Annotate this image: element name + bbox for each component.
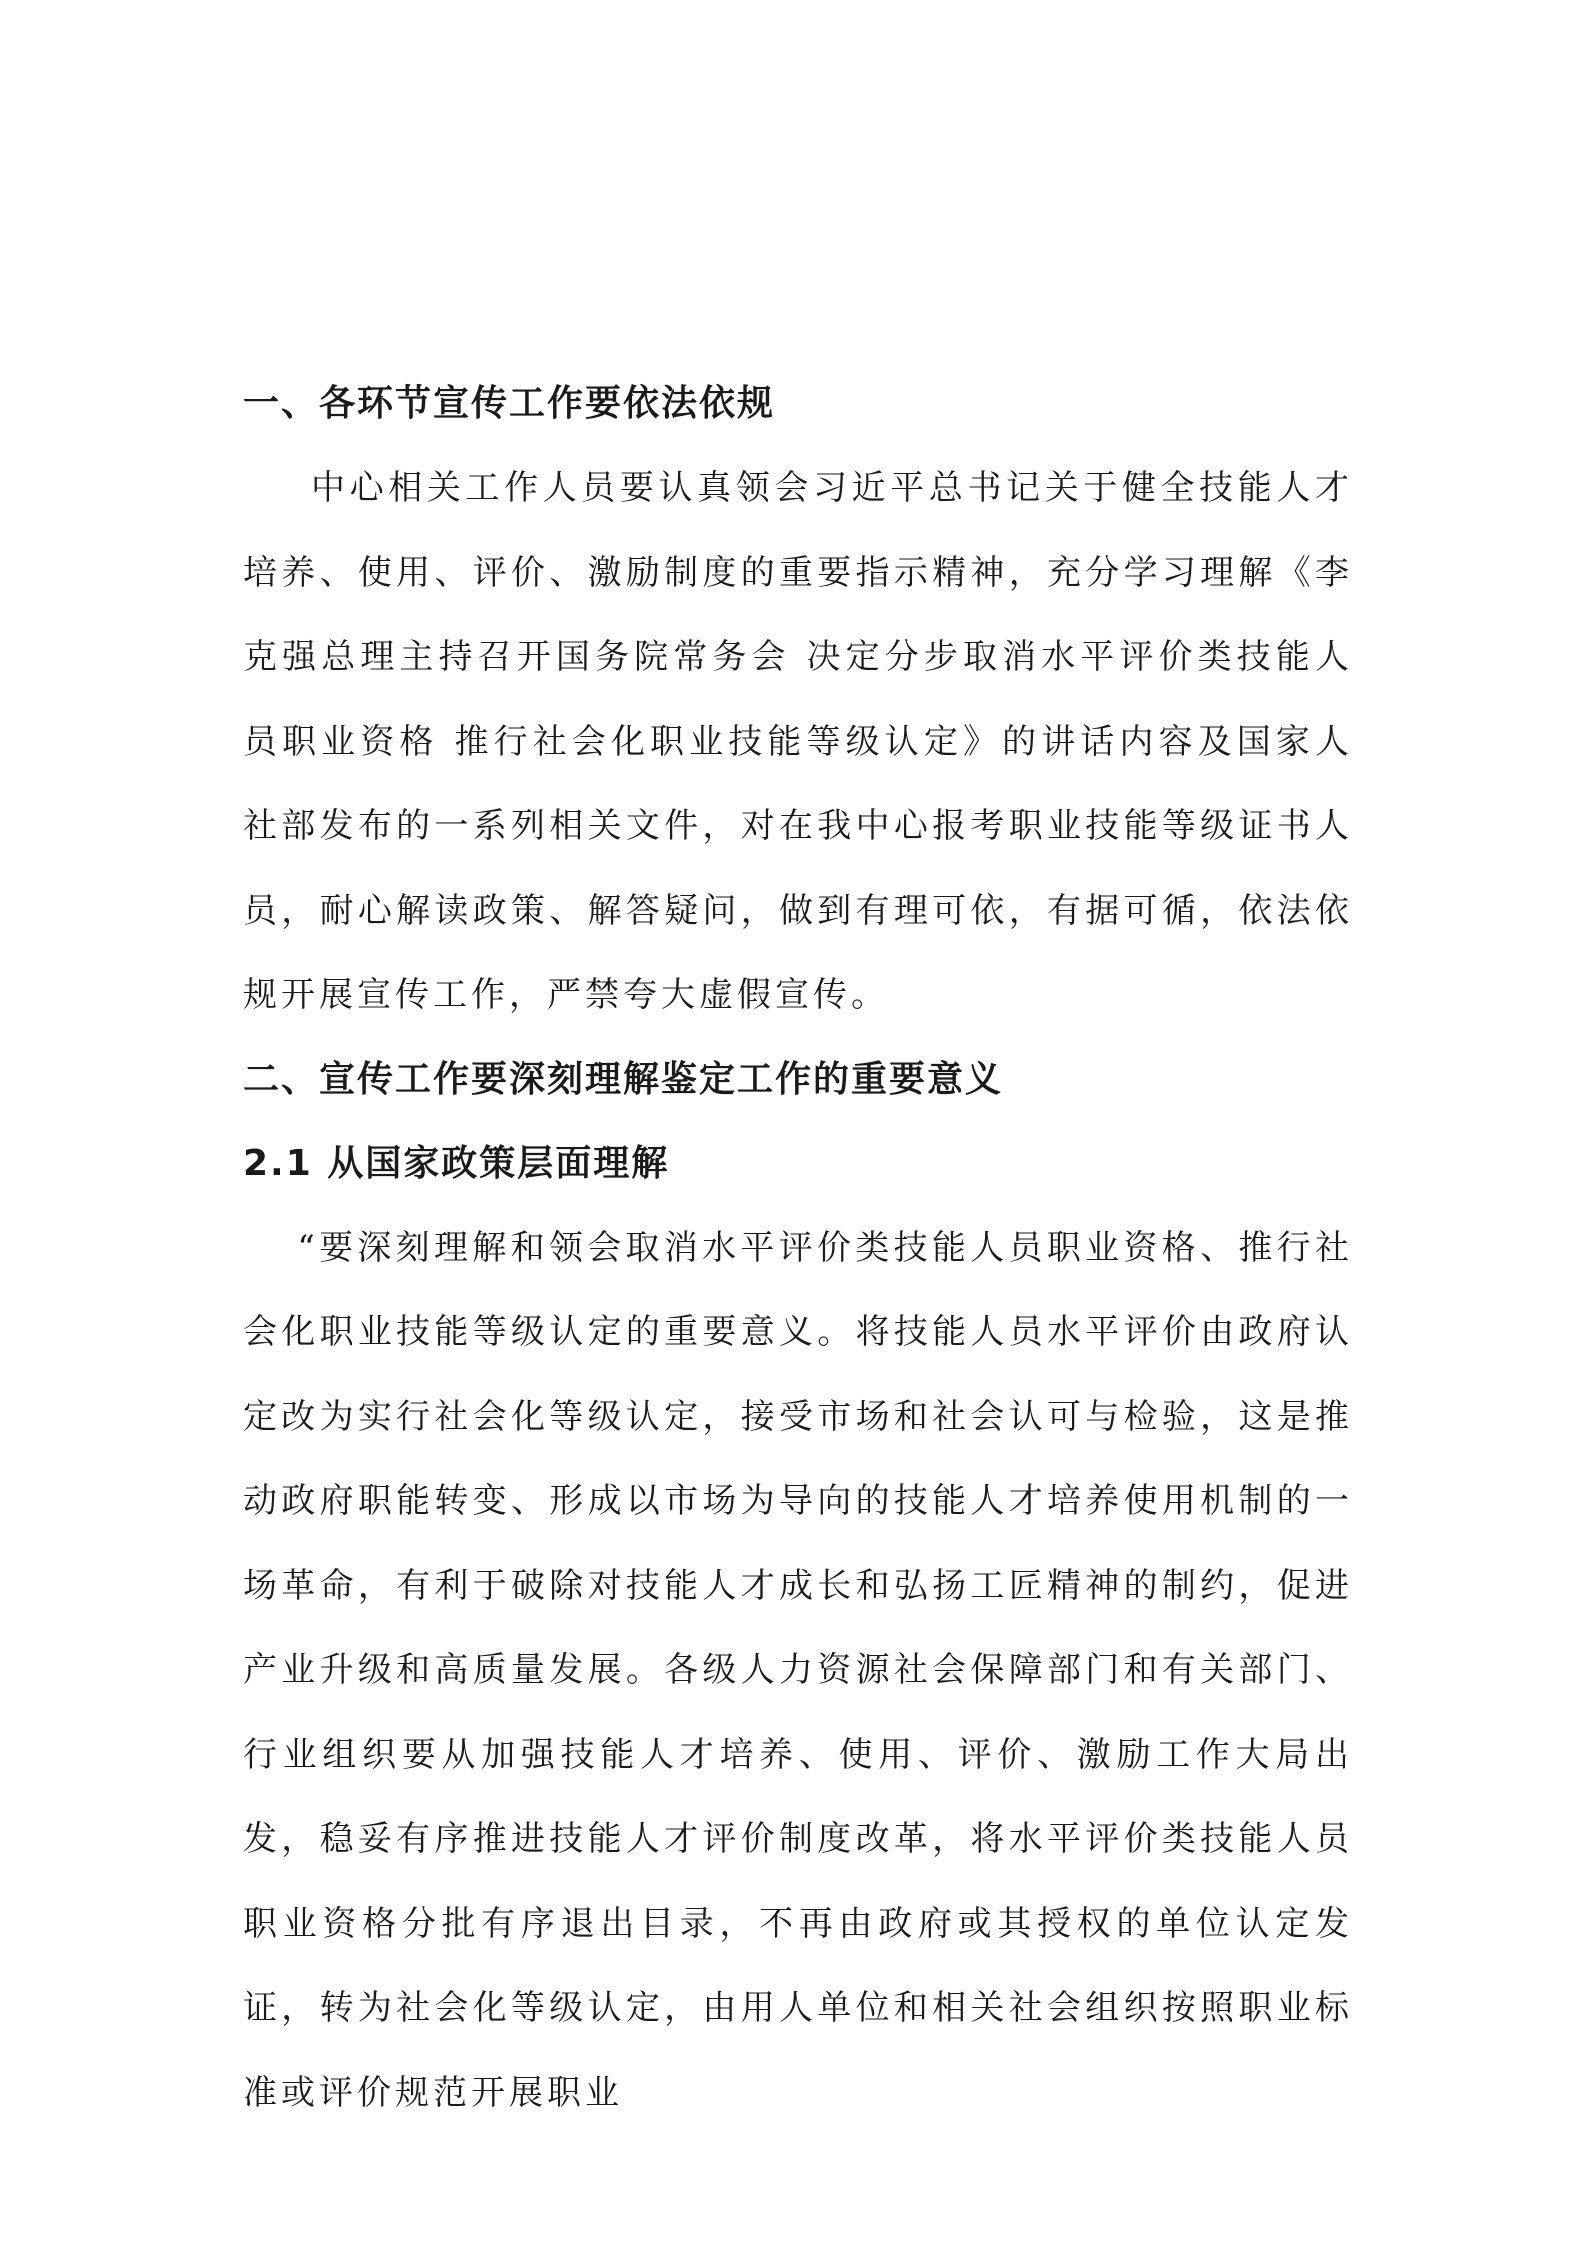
section-2-heading: 二、宣传工作要深刻理解鉴定工作的重要意义 bbox=[243, 1058, 1004, 1100]
section-1-paragraph: 中心相关工作人员要认真领会习近平总书记关于健全技能人才培养、使用、评价、激励制度的重要指示精神，充分学习理解《李克强总理主持召开国务院常务会 决定分步取消水平评价类技能人员职业资格 推行社会化职业技能等级认定》的讲话内容及国家人社部发布的一系列相关文件，对在我中心报考职业技能等级证书人员，耐心解读政策、解答疑问，做到有理可依，有据可循，依法依规开展宣传工作，严禁夸大虚假宣传。 bbox=[243, 468, 1353, 1015]
document-page bbox=[243, 362, 1353, 2135]
section-1-heading: 一、各环节宣传工作要依法依规 bbox=[243, 383, 776, 424]
section-2-1-heading: 2.1 从国家政策层面理解 bbox=[243, 1142, 670, 1184]
section-2-1-paragraph: “要深刻理解和领会取消水平评价类技能人员职业资格、推行社会化职业技能等级认定的重要意义。将技能人员水平评价由政府认定改为实行社会化等级认定，接受市场和社会认可与检验，这是推动政府职能转变、形成以市场为导向的技能人才培养使用机制的一场革命，有利于破除对技能人才成长和弘扬工匠精神的制约，促进产业升级和高质量发展。各级人力资源社会保障部门和有关部门、行业组织要从加强技能人才培养、使用、评价、激励工作大局出发，稳妥有序推进技能人才评价制度改革，将水平评价类技能人员职业资格分批有序退出目录，不再由政府或其授权的单位认定发证，转为社会化等级认定，由用人单位和相关社会组织按照职业标准或评价规范开展职业 bbox=[243, 1227, 1353, 2113]
